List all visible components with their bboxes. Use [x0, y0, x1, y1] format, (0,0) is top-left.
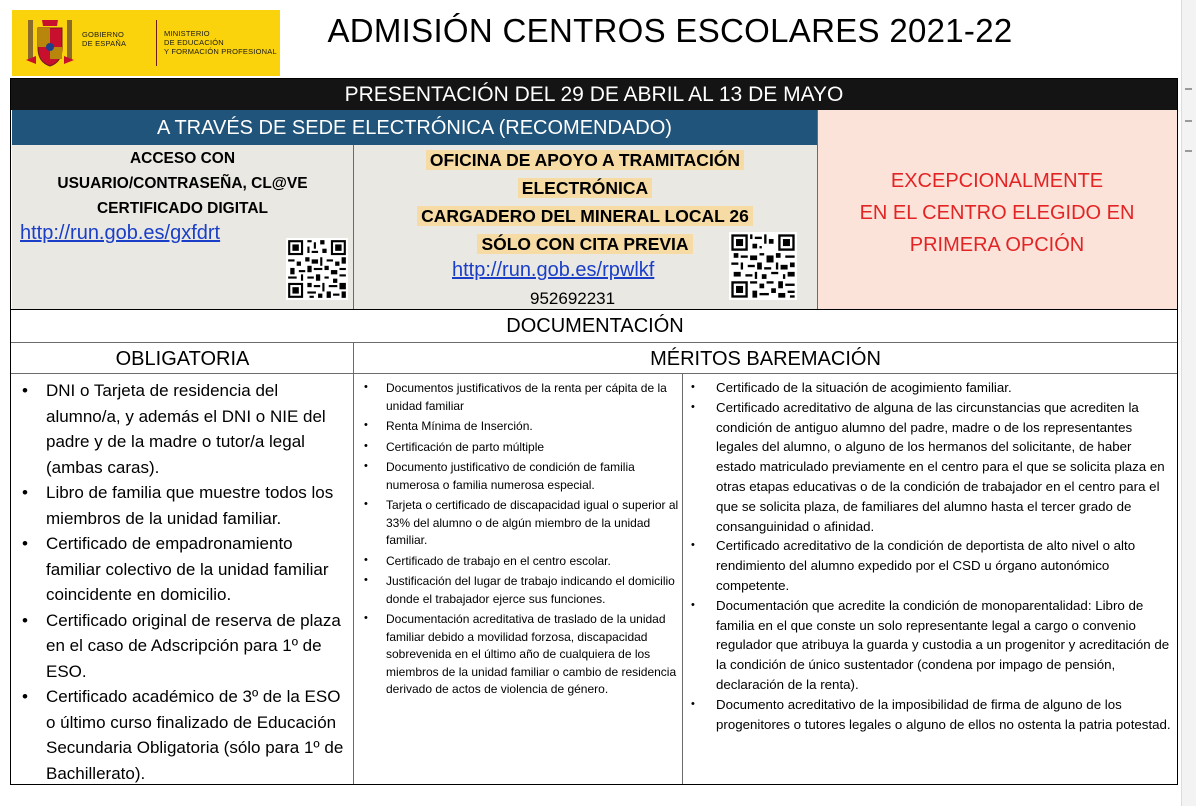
access-line: CERTIFICADO DIGITAL — [96, 200, 269, 217]
documentation-header: DOCUMENTACIÓN — [506, 315, 684, 337]
access-line: ACCESO CON — [129, 150, 236, 167]
list-item: • Certificado acreditativo de alguna de las circunstancias que acrediten la condición de antiguo alumno del padre, madre o de los representantes legales del alumno, o alguno de los hermanos del solicitante, de haber estado matriculado previamente en el centro para el que se solicita plaza en otras etapas educativas o de la condición de trabajador en el centro para el que se solicita plaza, de familiares del alumno hasta el tercer grado de consanguinidad o afinidad. — [683, 398, 1175, 537]
list-item: • DNI o Tarjeta de residencia del alumno/a, y además el DNI o NIE del padre y de la madre o tutor/a legal (ambas caras). — [14, 378, 352, 480]
list-item: • Justificación del lugar de trabajo indicando el domicilio donde el trabajador ejerce sus funciones. — [355, 573, 681, 608]
list-item: • Certificado original de reserva de plaza en el caso de Adscripción para 1º de ESO. — [14, 608, 352, 685]
merits-list-column-2 — [683, 378, 1175, 734]
exceptional-line: EXCEPCIONALMENTE — [890, 170, 1104, 192]
mandatory-header: OBLIGATORIA — [115, 348, 250, 370]
qr-code-appointment — [729, 232, 797, 300]
sede-electronica-link[interactable]: http://run.gob.es/gxfdrt — [20, 222, 221, 244]
list-item: • Documentación acreditativa de traslado de la unidad familiar debido a movilidad forzosa, discapacidad sobrevenida en el último año de cualquiera de los miembros de la unidad familiar o cambio de residencia derivado de actos de violencia de género. — [355, 611, 681, 699]
coat-of-arms-icon — [24, 16, 76, 70]
exceptional-line: EN EL CENTRO ELEGIDO EN — [859, 202, 1135, 224]
presentation-dates-banner: PRESENTACIÓN DEL 29 DE ABRIL AL 13 DE MAYO — [10, 78, 1178, 110]
merits-list-column-1 — [355, 380, 681, 702]
list-item: • Documentos justificativos de la renta per cápita de la unidad familiar — [355, 380, 681, 415]
page-title: ADMISIÓN CENTROS ESCOLARES 2021-22 — [327, 12, 1013, 49]
list-item: • Certificado de trabajo en el centro escolar. — [355, 553, 681, 571]
logo-ministerio-text: MINISTERIO DE EDUCACIÓN Y FORMACIÓN PROFESIONAL — [164, 29, 277, 56]
list-item: • Tarjeta o certificado de discapacidad igual o superior al 33% del alumno o de algún miembro de la unidad familiar. — [355, 497, 681, 550]
office-line: SÓLO CON CITA PREVIA — [477, 234, 692, 254]
list-item: • Certificado acreditativo de la condición de deportista de alto nivel o alto rendimiento del alumno expedido por el CSD u órgano autonómico competente. — [683, 536, 1175, 595]
government-logo — [12, 10, 280, 76]
access-methods — [12, 146, 353, 221]
logo-divider — [156, 20, 157, 66]
office-line: ELECTRÓNICA — [518, 178, 652, 198]
list-item: • Documento justificativo de condición de familia numerosa o familia numerosa especial. — [355, 459, 681, 494]
list-item: • Certificado de empadronamiento familiar colectivo de la unidad familiar coincidente en domicilio. — [14, 531, 352, 608]
office-line: CARGADERO DEL MINERAL LOCAL 26 — [417, 206, 753, 226]
list-item: • Certificado académico de 3º de la ESO o último curso finalizado de Educación Secundaria Obligatoria (sólo para 1º de Bachillerato). — [14, 684, 352, 786]
right-scrollbar[interactable] — [1181, 0, 1196, 806]
exceptional-line: PRIMERA OPCIÓN — [909, 234, 1085, 256]
list-item: • Documentación que acredite la condición de monoparentalidad: Libro de familia en el que conste un solo representante legal a cargo o convenio regulador que atribuya la guarda y custodia a un progenitor y acreditación de la condición de único sustentador (condena por impago de pensión, declaración de la renta). — [683, 596, 1175, 695]
list-item: • Documento acreditativo de la imposibilidad de firma de alguno de los progenitores o tutores legales o alguno de ellos no ostenta la patria potestad. — [683, 695, 1175, 735]
office-line: OFICINA DE APOYO A TRAMITACIÓN — [426, 150, 744, 170]
merits-header: MÉRITOS BAREMACIÓN — [650, 348, 881, 370]
mandatory-documents-list — [14, 378, 352, 786]
list-item: • Renta Mínima de Inserción. — [355, 418, 681, 436]
access-line: USUARIO/CONTRASEÑA, CL@VE — [57, 175, 308, 192]
exceptional-note — [817, 165, 1177, 261]
sede-electronica-header: A TRAVÉS DE SEDE ELECTRÓNICA (RECOMENDADO) — [12, 110, 817, 145]
qr-code-sede — [286, 238, 348, 300]
office-phone: 952692231 — [530, 289, 616, 308]
list-item: • Certificado de la situación de acogimiento familiar. — [683, 378, 1175, 398]
logo-gobierno-text: GOBIERNO DE ESPAÑA — [82, 30, 127, 48]
list-item: • Libro de familia que muestre todos los miembros de la unidad familiar. — [14, 480, 352, 531]
list-item: • Certificación de parto múltiple — [355, 439, 681, 457]
appointment-link[interactable]: http://run.gob.es/rpwlkf — [452, 259, 655, 281]
